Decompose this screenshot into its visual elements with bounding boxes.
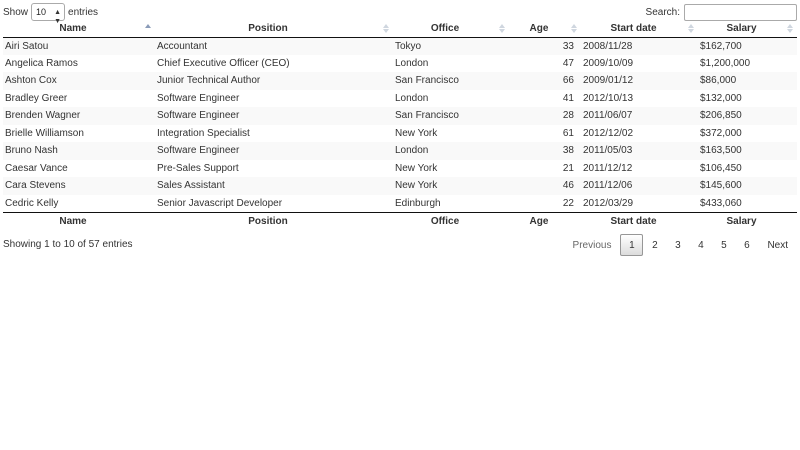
column-header-label: Age — [529, 22, 549, 34]
column-footer-position: Position — [155, 212, 393, 230]
cell-name: Ashton Cox — [5, 75, 57, 87]
table-body — [3, 37, 797, 212]
cell-start-date: 2011/05/03 — [583, 145, 633, 157]
column-footer-start-date: Start date — [581, 212, 698, 230]
column-header-label: Salary — [726, 22, 757, 34]
cell-position: Sales Assistant — [157, 180, 225, 192]
cell-start-date: 2009/01/12 — [583, 75, 634, 87]
column-header-position[interactable] — [155, 20, 393, 37]
table-row[interactable] — [3, 160, 797, 178]
cell-position: Integration Specialist — [157, 127, 250, 139]
cell-age: 61 — [562, 127, 574, 139]
cell-office: New York — [395, 162, 438, 174]
table-toolbar — [3, 2, 797, 25]
cell-salary: $206,850 — [700, 110, 742, 122]
page-button-5[interactable]: 5 — [721, 239, 727, 251]
cell-age: 38 — [562, 145, 574, 157]
cell-name: Bradley Greer — [5, 92, 68, 104]
cell-name: Brenden Wagner — [5, 110, 81, 122]
cell-name: Cara Stevens — [5, 180, 66, 192]
table-row[interactable] — [3, 177, 797, 195]
table-row[interactable] — [3, 195, 797, 213]
column-header-office[interactable] — [393, 20, 509, 37]
cell-start-date: 2012/10/13 — [583, 92, 634, 104]
page-button-2[interactable]: 2 — [652, 239, 658, 251]
column-header-salary[interactable] — [698, 20, 797, 37]
search-input[interactable] — [684, 4, 797, 21]
next-button[interactable]: Next — [767, 239, 788, 251]
table-row[interactable] — [3, 55, 797, 73]
cell-age: 28 — [562, 110, 574, 122]
page-button-3[interactable]: 3 — [675, 239, 681, 251]
search-label: Search: — [645, 6, 680, 18]
cell-office: San Francisco — [395, 110, 459, 122]
cell-salary: $86,000 — [700, 75, 737, 87]
column-footer-salary: Salary — [698, 212, 797, 230]
cell-salary: $163,500 — [700, 145, 742, 157]
sort-icon — [571, 23, 577, 34]
cell-name: Angelica Ramos — [5, 57, 78, 69]
page-button-6[interactable]: 6 — [744, 239, 750, 251]
cell-name: Cedric Kelly — [5, 197, 59, 209]
column-header-label: Start date — [610, 22, 657, 34]
page-button-4[interactable]: 4 — [698, 239, 704, 251]
cell-name: Brielle Williamson — [5, 127, 84, 139]
chevron-down-icon: ▲ ▼ — [54, 9, 62, 25]
sort-icon — [688, 23, 694, 34]
header-row — [3, 20, 797, 37]
entries-select[interactable] — [31, 3, 65, 25]
cell-age: 33 — [562, 40, 574, 52]
cell-age: 22 — [562, 197, 574, 209]
cell-name: Bruno Nash — [5, 145, 58, 157]
data-table — [3, 20, 797, 230]
column-header-name[interactable] — [3, 20, 155, 37]
column-header-start-date[interactable] — [581, 20, 698, 37]
show-label: Show — [3, 6, 29, 18]
sort-icon — [499, 23, 505, 34]
cell-name: Caesar Vance — [5, 162, 68, 174]
cell-office: New York — [395, 180, 438, 192]
column-footer-name: Name — [3, 212, 155, 230]
table-row[interactable] — [3, 90, 797, 108]
table-row[interactable] — [3, 142, 797, 160]
cell-start-date: 2011/12/06 — [583, 180, 633, 192]
cell-age: 21 — [562, 162, 574, 174]
cell-start-date: 2008/11/28 — [583, 40, 633, 52]
cell-salary: $106,450 — [700, 162, 742, 174]
cell-office: New York — [395, 127, 438, 139]
cell-age: 47 — [562, 57, 574, 69]
cell-salary: $372,000 — [700, 127, 742, 139]
pagination — [564, 234, 797, 256]
table-row[interactable] — [3, 125, 797, 143]
cell-start-date: 2009/10/09 — [583, 57, 634, 69]
cell-office: Tokyo — [395, 40, 422, 52]
cell-start-date: 2012/03/29 — [583, 197, 634, 209]
cell-name: Airi Satou — [5, 40, 49, 52]
cell-position: Junior Technical Author — [157, 75, 261, 87]
footer-row — [3, 212, 797, 230]
column-header-age[interactable] — [509, 20, 581, 37]
sort-ascending-icon — [145, 23, 151, 34]
table-row[interactable] — [3, 37, 797, 55]
cell-age: 41 — [562, 92, 574, 104]
cell-salary: $132,000 — [700, 92, 742, 104]
cell-position: Software Engineer — [157, 92, 240, 104]
cell-position: Software Engineer — [157, 110, 240, 122]
cell-start-date: 2011/12/12 — [583, 162, 633, 174]
column-header-label: Position — [248, 22, 288, 34]
column-footer-age: Age — [509, 212, 581, 230]
table-info: Showing 1 to 10 of 57 entries — [3, 239, 133, 250]
column-footer-office: Office — [393, 212, 509, 230]
sort-icon — [787, 23, 793, 34]
cell-office: London — [395, 92, 429, 104]
entries-length-control — [3, 2, 99, 25]
cell-office: Edinburgh — [395, 197, 441, 209]
table-row[interactable] — [3, 107, 797, 125]
page-button-1[interactable]: 1 — [620, 234, 643, 256]
cell-age: 66 — [562, 75, 574, 87]
entries-select-value: 10 — [36, 7, 47, 17]
cell-salary: $433,060 — [700, 197, 742, 209]
column-header-label: Name — [59, 22, 87, 34]
cell-salary: $1,200,000 — [700, 57, 751, 69]
cell-office: London — [395, 145, 429, 157]
cell-salary: $162,700 — [700, 40, 742, 52]
cell-office: London — [395, 57, 429, 69]
cell-position: Senior Javascript Developer — [157, 197, 283, 209]
cell-position: Pre-Sales Support — [157, 162, 239, 174]
cell-start-date: 2012/12/02 — [583, 127, 634, 139]
sort-icon — [383, 23, 389, 34]
table-row[interactable] — [3, 72, 797, 90]
cell-position: Software Engineer — [157, 145, 240, 157]
column-header-label: Office — [430, 22, 460, 34]
cell-office: San Francisco — [395, 75, 459, 87]
cell-position: Accountant — [157, 40, 208, 52]
cell-salary: $145,600 — [700, 180, 742, 192]
previous-button[interactable]: Previous — [572, 239, 612, 251]
cell-age: 46 — [562, 180, 574, 192]
cell-start-date: 2011/06/07 — [583, 110, 633, 122]
entries-label: entries — [68, 6, 99, 18]
cell-position: Chief Executive Officer (CEO) — [157, 57, 290, 69]
search-control — [646, 2, 797, 22]
